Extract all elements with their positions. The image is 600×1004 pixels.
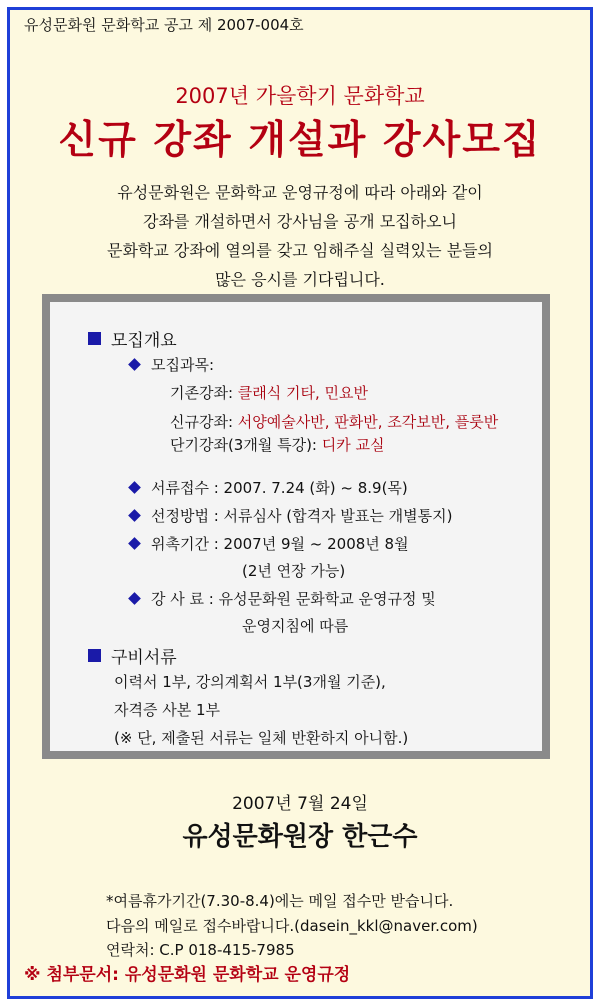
notice-frame xyxy=(7,7,593,999)
documents-line: 자격증 사본 1부 xyxy=(114,701,221,719)
selection-item: 선정방법 : 서류심사 (합격자 발표는 개별통지) xyxy=(130,505,452,526)
intro-line: 강좌를 개설하면서 강사님을 공개 모집하오니 xyxy=(142,212,457,231)
short-courses: 단기강좌(3개월 특강): 디카 교실 xyxy=(170,436,385,454)
existing-courses: 기존강좌: 클래식 기타, 민요반 xyxy=(170,384,369,402)
diamond-bullet-icon xyxy=(128,592,141,605)
term-item: 위촉기간 : 2007년 9월 ~ 2008년 8월 xyxy=(130,533,409,554)
notice-number: 유성문화원 문화학교 공고 제 2007-004호 xyxy=(24,16,304,34)
term-extension: (2년 연장 가능) xyxy=(242,562,346,580)
new-courses: 신규강좌: 서양예술사반, 판화반, 조각보반, 플룻반 xyxy=(170,413,499,431)
square-bullet-icon xyxy=(88,649,101,662)
intro-line: 유성문화원은 문화학교 운영규정에 따라 아래와 같이 xyxy=(117,183,483,202)
contact-line: 연락처: C.P 018-415-7985 xyxy=(106,941,295,959)
attachment-note: ※ 첨부문서: 유성문화원 문화학교 운영규정 xyxy=(24,965,351,985)
notice-subtitle: 2007년 가을학기 문화학교 xyxy=(175,84,425,108)
notice-title: 신규 강좌 개설과 강사모집 xyxy=(58,118,542,163)
notice-date: 2007년 7월 24일 xyxy=(232,794,368,814)
recruit-heading: 모집개요 xyxy=(88,326,177,351)
intro-line: 많은 응시를 기다립니다. xyxy=(215,270,385,289)
docs-period-item: 서류접수 : 2007. 7.24 (화) ~ 8.9(목) xyxy=(130,477,408,498)
diamond-bullet-icon xyxy=(128,509,141,522)
footer-line: *여름휴가기간(7.30-8.4)에는 메일 접수만 받습니다. xyxy=(106,892,454,910)
subjects-item: 모집과목: xyxy=(130,354,214,375)
fee-detail: 운영지침에 따름 xyxy=(242,617,349,635)
intro-line: 문화학교 강좌에 열의를 갖고 임해주실 실력있는 분들의 xyxy=(106,241,493,260)
documents-note: (※ 단, 제출된 서류는 일체 반환하지 아니함.) xyxy=(114,729,409,747)
diamond-bullet-icon xyxy=(128,537,141,550)
square-bullet-icon xyxy=(88,332,101,345)
documents-line: 이력서 1부, 강의계획서 1부(3개월 기준), xyxy=(114,673,386,691)
footer-line: 다음의 메일로 접수바랍니다.(dasein_kkl@naver.com) xyxy=(106,917,478,935)
intro-paragraph xyxy=(10,178,590,294)
diamond-bullet-icon xyxy=(128,481,141,494)
diamond-bullet-icon xyxy=(128,358,141,371)
details-box xyxy=(42,294,550,759)
signature: 유성문화원장 한근수 xyxy=(182,822,418,852)
fee-item: 강 사 료 : 유성문화원 문화학교 운영규정 및 xyxy=(130,588,436,609)
documents-heading: 구비서류 xyxy=(88,643,177,668)
